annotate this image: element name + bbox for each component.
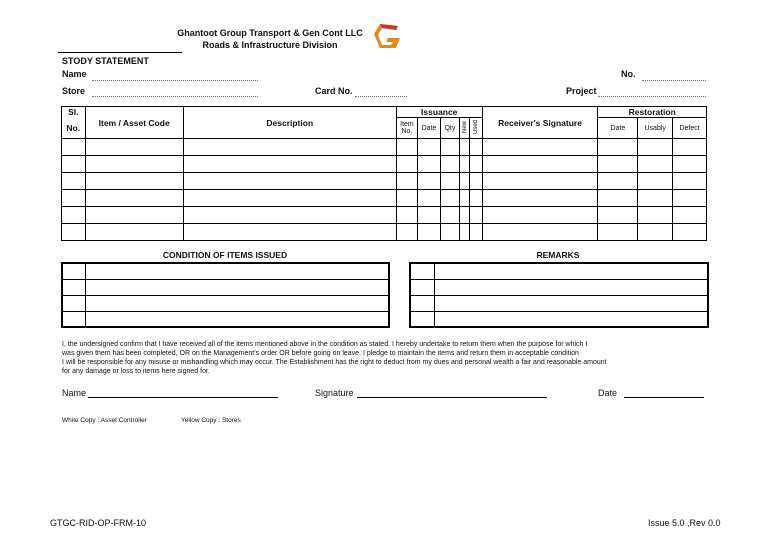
table-row <box>62 173 707 190</box>
table-cell[interactable] <box>673 139 707 156</box>
table-row <box>62 311 389 327</box>
condition-table <box>61 262 390 328</box>
table-cell[interactable] <box>470 224 482 241</box>
table-cell[interactable] <box>62 311 85 327</box>
table-cell[interactable] <box>673 207 707 224</box>
sl-header: Sl. <box>62 107 86 118</box>
table-cell[interactable] <box>62 295 85 311</box>
card-no-field[interactable] <box>355 86 407 97</box>
table-cell[interactable] <box>85 173 183 190</box>
table-cell[interactable] <box>470 207 482 224</box>
qty-header: Qty <box>440 118 459 139</box>
table-cell[interactable] <box>183 207 396 224</box>
table-cell[interactable] <box>183 173 396 190</box>
table-cell[interactable] <box>396 156 417 173</box>
table-cell[interactable] <box>638 156 673 173</box>
table-cell[interactable] <box>440 190 459 207</box>
receiver-signature-header: Receiver's Signature <box>482 107 598 139</box>
name-label: Name <box>62 69 87 79</box>
signoff-date-label: Date <box>598 388 618 398</box>
table-cell[interactable] <box>470 156 482 173</box>
table-cell[interactable] <box>482 156 598 173</box>
table-cell[interactable] <box>470 190 482 207</box>
table-cell[interactable] <box>62 173 86 190</box>
table-cell[interactable] <box>470 173 482 190</box>
new-header: New <box>460 118 470 139</box>
table-cell[interactable] <box>418 156 441 173</box>
table-cell[interactable] <box>418 224 441 241</box>
rest-date-header: Date <box>598 118 638 139</box>
table-row <box>410 263 708 279</box>
restoration-header: Restoration <box>598 107 707 118</box>
table-row <box>410 279 708 295</box>
table-row <box>62 224 707 241</box>
usably-header: Usably <box>638 118 673 139</box>
table-cell[interactable] <box>440 207 459 224</box>
issuance-table <box>61 106 707 241</box>
store-field[interactable] <box>92 86 258 97</box>
table-cell[interactable] <box>62 190 86 207</box>
declaration-text <box>62 340 662 376</box>
table-cell[interactable] <box>183 139 396 156</box>
table-cell[interactable] <box>85 295 389 311</box>
table-cell[interactable] <box>85 190 183 207</box>
gtc-logo-icon <box>370 20 404 52</box>
table-row <box>410 311 708 327</box>
table-cell[interactable] <box>440 224 459 241</box>
table-cell[interactable] <box>434 263 708 279</box>
table-cell[interactable] <box>62 263 85 279</box>
condition-title: CONDITION OF ITEMS ISSUED <box>162 250 288 260</box>
item-code-header: Item / Asset Code <box>85 107 183 139</box>
table-cell[interactable] <box>183 190 396 207</box>
signoff-signature-field[interactable] <box>357 387 547 398</box>
declaration-line: for any damage or loss to items here signed for. <box>62 368 210 375</box>
table-cell[interactable] <box>396 207 417 224</box>
table-cell[interactable] <box>62 207 86 224</box>
table-cell[interactable] <box>418 190 441 207</box>
table-cell[interactable] <box>85 156 183 173</box>
table-row <box>62 156 707 173</box>
table-row <box>410 295 708 311</box>
table-cell[interactable] <box>638 207 673 224</box>
table-row <box>62 295 389 311</box>
table-cell[interactable] <box>62 156 86 173</box>
description-header: Description <box>183 107 396 139</box>
table-cell[interactable] <box>396 224 417 241</box>
table-cell[interactable] <box>85 311 389 327</box>
date-header: Date <box>418 118 441 139</box>
table-row <box>62 139 707 156</box>
table-cell[interactable] <box>638 139 673 156</box>
table-cell[interactable] <box>482 224 598 241</box>
used-header: Used <box>470 118 482 139</box>
table-cell[interactable] <box>598 173 638 190</box>
table-cell[interactable] <box>418 173 441 190</box>
company-name: Ghantoot Group Transport & Gen Cont LLC <box>177 28 363 38</box>
table-cell[interactable] <box>418 207 441 224</box>
table-cell[interactable] <box>598 224 638 241</box>
company-header <box>150 27 390 51</box>
signoff-name-label: Name <box>62 388 87 398</box>
table-cell[interactable] <box>62 224 86 241</box>
white-copy-note: White Copy : Asset Controller <box>62 417 147 424</box>
signoff-signature-label: Signature <box>315 388 354 398</box>
table-cell[interactable] <box>638 224 673 241</box>
declaration-line: I will be responsible for any misuse or mishandling which may occur. The Establishment has the right to deduct from my dues and personal wealth a fair and reasonable amount <box>62 359 607 366</box>
table-cell[interactable] <box>440 139 459 156</box>
table-cell[interactable] <box>598 190 638 207</box>
table-cell[interactable] <box>396 139 417 156</box>
declaration-line: I, the undersigned confirm that I have received all of the items mentioned above in the condition as stated. I hereby undertake to return them when the purpose for which I <box>62 341 588 348</box>
no-label: No. <box>621 69 636 79</box>
table-cell[interactable] <box>598 207 638 224</box>
form-title: STODY STATEMENT <box>62 56 149 66</box>
table-row <box>62 207 707 224</box>
table-cell[interactable] <box>598 156 638 173</box>
table-cell[interactable] <box>673 173 707 190</box>
table-cell[interactable] <box>482 139 598 156</box>
table-cell[interactable] <box>85 139 183 156</box>
table-cell[interactable] <box>434 311 708 327</box>
table-cell[interactable] <box>673 190 707 207</box>
table-cell[interactable] <box>183 224 396 241</box>
table-row <box>62 263 389 279</box>
table-cell[interactable] <box>434 279 708 295</box>
table-cell[interactable] <box>470 139 482 156</box>
table-cell[interactable] <box>410 263 434 279</box>
table-cell[interactable] <box>460 207 470 224</box>
table-cell[interactable] <box>673 224 707 241</box>
table-cell[interactable] <box>638 173 673 190</box>
table-cell[interactable] <box>460 156 470 173</box>
table-cell[interactable] <box>638 190 673 207</box>
table-row <box>62 190 707 207</box>
yellow-copy-note: Yellow Copy : Stores <box>181 417 241 424</box>
table-cell[interactable] <box>460 190 470 207</box>
table-cell[interactable] <box>183 156 396 173</box>
table-cell[interactable] <box>482 190 598 207</box>
table-cell[interactable] <box>410 295 434 311</box>
declaration-line: was given them has been completed, OR on the Management's order OR before going on leave. I pledge to maintain the items and return them in acceptable condition <box>62 350 579 357</box>
defect-header: Defect <box>673 118 707 139</box>
table-cell[interactable] <box>482 173 598 190</box>
issue-rev: Issue 5.0 ,Rev 0.0 <box>648 518 721 528</box>
no-header: No. <box>62 118 86 139</box>
no-field[interactable] <box>642 70 706 81</box>
table-cell[interactable] <box>62 279 85 295</box>
signoff-date-field[interactable] <box>624 387 704 398</box>
project-field[interactable] <box>598 86 706 97</box>
title-rule <box>58 52 182 53</box>
store-label: Store <box>62 86 86 96</box>
table-cell[interactable] <box>62 139 86 156</box>
division-name: Roads & Infrastructure Division <box>202 40 338 50</box>
table-cell[interactable] <box>460 139 470 156</box>
table-cell[interactable] <box>440 156 459 173</box>
table-cell[interactable] <box>410 279 434 295</box>
table-cell[interactable] <box>410 311 434 327</box>
table-cell[interactable] <box>418 139 441 156</box>
table-cell[interactable] <box>460 173 470 190</box>
table-cell[interactable] <box>598 139 638 156</box>
project-label: Project <box>566 86 597 96</box>
table-cell[interactable] <box>85 224 183 241</box>
table-cell[interactable] <box>440 173 459 190</box>
table-cell[interactable] <box>482 207 598 224</box>
remarks-title: REMARKS <box>536 250 580 260</box>
name-field[interactable] <box>92 70 258 81</box>
table-cell[interactable] <box>85 207 183 224</box>
table-cell[interactable] <box>460 224 470 241</box>
table-row <box>62 279 389 295</box>
remarks-table <box>409 262 709 328</box>
signoff-name-field[interactable] <box>88 387 278 398</box>
table-cell[interactable] <box>85 263 389 279</box>
table-cell[interactable] <box>396 190 417 207</box>
table-cell[interactable] <box>434 295 708 311</box>
issuance-header: Issuance <box>396 107 482 118</box>
form-code: GTGC-RID-OP-FRM-10 <box>50 518 146 528</box>
table-cell[interactable] <box>673 156 707 173</box>
table-cell[interactable] <box>396 173 417 190</box>
item-no-header: Item No. <box>396 118 417 139</box>
table-cell[interactable] <box>85 279 389 295</box>
card-no-label: Card No. <box>315 86 353 96</box>
